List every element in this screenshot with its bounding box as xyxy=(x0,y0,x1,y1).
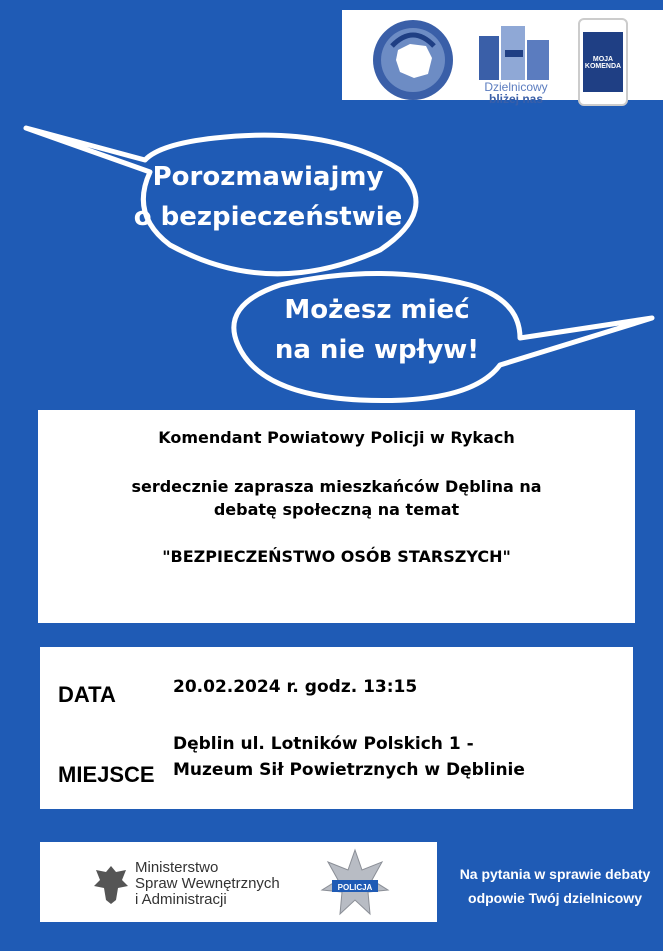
bubble1-text xyxy=(128,157,408,237)
phone-line1: MOJA xyxy=(592,56,614,63)
bubble2-line1: Możesz mieć xyxy=(284,295,470,325)
note-line2: odpowie Twój dzielnicowy xyxy=(468,890,642,906)
invitation-box xyxy=(38,410,635,623)
place-line1: Dęblin ul. Lotników Polskich 1 - xyxy=(173,734,474,754)
police-star-badge-icon xyxy=(320,848,390,918)
police-badge-text: POLICJA xyxy=(337,883,373,892)
date-value: 20.02.2024 r. godz. 13:15 xyxy=(173,677,418,697)
bubble1-line1: Porozmawiajmy xyxy=(152,162,384,192)
dzielnicowy-line2: bliżej nas xyxy=(488,92,544,106)
place-line2: Muzeum Sił Powietrznych w Dęblinie xyxy=(173,760,525,780)
note-line1: Na pytania w sprawie debaty xyxy=(459,866,651,882)
place-label: MIEJSCE xyxy=(58,762,155,787)
bubble1-line2: o bezpieczeństwie xyxy=(133,202,403,232)
ministry-line2: Spraw Wewnętrznych xyxy=(135,875,280,892)
invite-line1: serdecznie zaprasza mieszkańców Dęblina na xyxy=(131,477,542,496)
dzielnicowy-line1: Dzielnicowy xyxy=(484,80,548,94)
ministry-line1: Ministerstwo xyxy=(135,859,219,876)
ministry-line3: i Administracji xyxy=(135,891,227,908)
bubble2-line2: na nie wpływ! xyxy=(274,335,480,365)
host-text: Komendant Powiatowy Policji w Rykach xyxy=(158,428,515,447)
date-label: DATA xyxy=(58,682,116,707)
phone-line2: KOMENDA xyxy=(584,63,622,70)
invite-line2: debatę społeczną na temat xyxy=(213,500,460,519)
eagle-emblem-icon xyxy=(92,862,130,906)
ministry-name xyxy=(135,860,280,908)
debate-topic: "BEZPIECZEŃSTWO OSÓB STARSZYCH" xyxy=(162,547,511,566)
event-details-box xyxy=(40,647,633,809)
ministry-police-logos xyxy=(40,842,437,922)
contact-note xyxy=(455,862,655,910)
bubble2-text xyxy=(262,290,492,370)
